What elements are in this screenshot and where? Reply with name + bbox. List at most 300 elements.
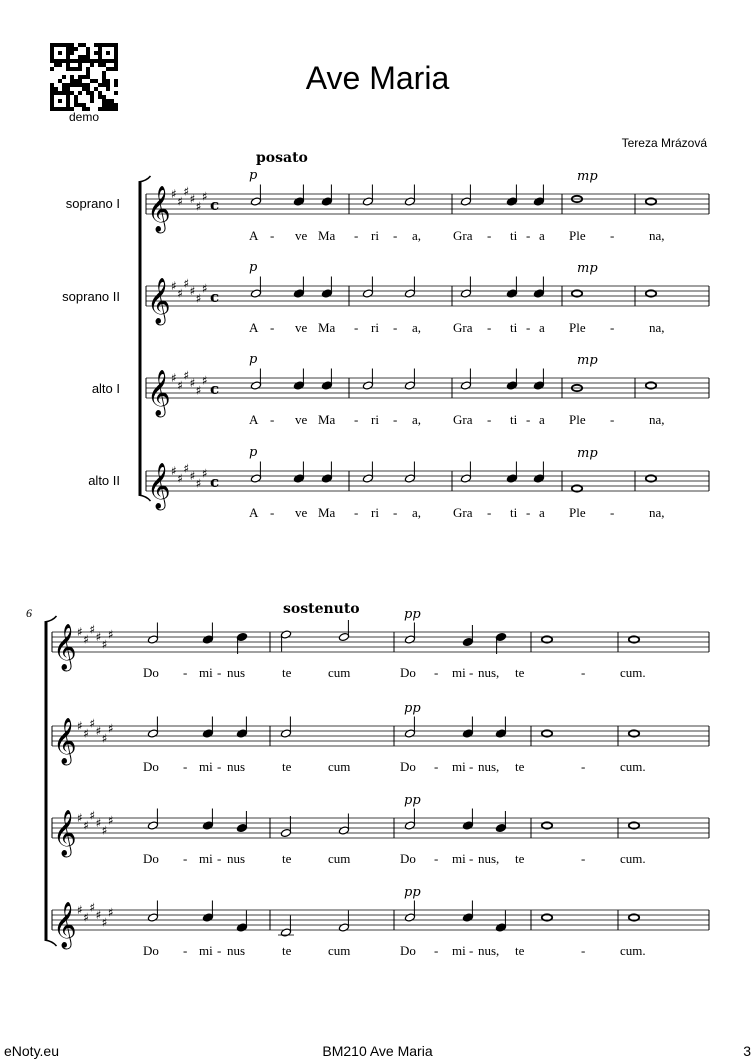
notehead <box>533 381 544 390</box>
staff-system1-1 <box>146 194 709 214</box>
quarter-note <box>533 462 544 484</box>
notehead <box>250 381 261 390</box>
notehead <box>495 729 506 738</box>
treble-clef-icon: 𝄞 <box>53 902 77 948</box>
lyric-syllable: - <box>183 665 188 680</box>
lyric-syllable: te <box>515 665 525 680</box>
treble-clef-icon: 𝄞 <box>53 718 77 764</box>
notehead <box>362 197 373 206</box>
lyric-syllable: nus <box>227 851 246 866</box>
lyric-syllable: nus <box>227 759 246 774</box>
lyric-syllable: - <box>270 412 275 427</box>
quarter-note <box>321 369 332 391</box>
sharp-icon: ♯ <box>108 721 114 736</box>
lyric-syllable: - <box>393 412 398 427</box>
sharp-icon: ♯ <box>83 818 90 833</box>
lyric-syllable: - <box>469 759 474 774</box>
notehead <box>460 197 471 206</box>
dynamic-p: p <box>249 168 258 183</box>
sharp-icon: ♯ <box>183 276 190 291</box>
lyric-syllable: - <box>393 505 398 520</box>
lyric-syllable: - <box>354 320 359 335</box>
lyric-syllable: nus, <box>478 759 500 774</box>
dynamic-pp: pp <box>404 885 421 900</box>
sharp-icon: ♯ <box>195 383 202 398</box>
sharp-icon: ♯ <box>89 808 96 823</box>
sharp-icon: ♯ <box>89 716 96 731</box>
half-note <box>362 185 373 207</box>
lyric-syllable: a, <box>412 505 422 520</box>
notehead <box>362 381 373 390</box>
sharp-icon: ♯ <box>101 731 108 746</box>
lyric-syllable: cum. <box>620 665 646 680</box>
sharp-icon: ♯ <box>83 632 90 647</box>
time-signature-c: c <box>210 196 220 214</box>
lyric-syllable: - <box>526 320 531 335</box>
lyric-syllable: - <box>217 851 222 866</box>
sharp-icon: ♯ <box>83 910 90 925</box>
lyric-syllable: ve <box>295 228 308 243</box>
lyric-syllable: ri <box>371 320 379 335</box>
page-number: 3 <box>743 1043 751 1059</box>
quarter-note <box>462 625 473 647</box>
notehead <box>236 729 247 738</box>
lyric-syllable: - <box>393 228 398 243</box>
lyric-syllable: Ple <box>569 228 586 243</box>
half-note <box>460 462 471 484</box>
notehead <box>404 474 415 483</box>
lyric-syllable: cum. <box>620 851 646 866</box>
lyric-syllable: A <box>249 320 259 335</box>
treble-clef-icon: 𝄞 <box>147 278 171 324</box>
lyric-syllable: A <box>249 505 259 520</box>
notehead <box>362 289 373 298</box>
quarter-note <box>533 185 544 207</box>
dynamic-pp: pp <box>404 793 421 808</box>
lyric-syllable: Do <box>143 943 159 958</box>
lyric-syllable: na, <box>649 505 665 520</box>
notehead <box>236 923 247 932</box>
lyric-syllable: Do <box>143 665 159 680</box>
sharp-icon: ♯ <box>195 199 202 214</box>
treble-clef-icon: 𝄞 <box>147 463 171 509</box>
notehead <box>321 197 332 206</box>
lyric-syllable: a <box>539 228 545 243</box>
dynamic-mp: mp <box>577 353 598 368</box>
lyric-syllable: ti <box>510 412 518 427</box>
sharp-icon: ♯ <box>202 466 208 481</box>
quarter-note <box>236 632 247 654</box>
lyric-syllable: Ple <box>569 412 586 427</box>
sharp-icon: ♯ <box>77 625 83 639</box>
bracket-hook <box>45 616 57 622</box>
notehead <box>250 197 261 206</box>
sharp-icon: ♯ <box>177 286 184 301</box>
notehead <box>147 635 158 644</box>
bracket-hook <box>139 176 151 182</box>
quarter-note <box>506 277 517 299</box>
lyric-syllable: cum <box>328 665 351 680</box>
quarter-note <box>202 809 213 831</box>
notehead <box>506 289 517 298</box>
sharp-icon: ♯ <box>101 823 108 838</box>
notehead <box>462 637 473 646</box>
notehead <box>236 823 247 832</box>
lyric-syllable: na, <box>649 228 665 243</box>
lyric-syllable: Do <box>400 943 416 958</box>
lyric-syllable: te <box>282 943 292 958</box>
notehead <box>404 729 415 738</box>
quarter-note <box>293 185 304 207</box>
lyric-syllable: Gra <box>453 505 473 520</box>
lyric-syllable: cum <box>328 851 351 866</box>
half-note <box>250 277 261 299</box>
notehead <box>506 474 517 483</box>
sharp-icon: ♯ <box>171 279 177 293</box>
lyric-syllable: - <box>526 228 531 243</box>
lyric-syllable: - <box>469 943 474 958</box>
half-note <box>404 809 415 831</box>
lyric-syllable: nus <box>227 943 246 958</box>
quarter-note <box>321 462 332 484</box>
lyric-syllable: te <box>282 759 292 774</box>
lyric-syllable: Ple <box>569 320 586 335</box>
notehead <box>236 632 247 641</box>
sharp-icon: ♯ <box>77 903 83 917</box>
lyric-syllable: mi <box>452 943 466 958</box>
half-note <box>338 911 349 933</box>
lyric-syllable: a, <box>412 412 422 427</box>
sharp-icon: ♯ <box>171 371 177 385</box>
notehead <box>404 913 415 922</box>
sharp-icon: ♯ <box>77 719 83 733</box>
quarter-note <box>533 369 544 391</box>
lyric-syllable: mi <box>452 851 466 866</box>
lyric-syllable: a <box>539 505 545 520</box>
time-signature-c: c <box>210 380 220 398</box>
lyric-syllable: - <box>487 228 492 243</box>
lyric-syllable: mi <box>199 665 213 680</box>
notehead <box>460 381 471 390</box>
part-name-alto-1: alto I <box>91 381 120 396</box>
lyric-syllable: ri <box>371 505 379 520</box>
notehead <box>462 913 473 922</box>
half-note <box>338 814 349 836</box>
lyric-syllable: nus, <box>478 851 500 866</box>
lyric-syllable: Ma <box>318 320 336 335</box>
tempo-marking-1: posato <box>256 150 308 166</box>
lyric-syllable: Gra <box>453 320 473 335</box>
lyric-syllable: Ple <box>569 505 586 520</box>
dynamic-mp: mp <box>577 169 598 184</box>
footer-publisher: eNoty.eu <box>4 1043 59 1059</box>
notehead <box>280 630 291 639</box>
lyric-syllable: te <box>515 759 525 774</box>
half-note <box>280 717 291 739</box>
lyric-syllable: cum. <box>620 943 646 958</box>
notehead <box>202 913 213 922</box>
half-note <box>362 462 373 484</box>
lyric-syllable: te <box>282 851 292 866</box>
lyric-syllable: Do <box>400 851 416 866</box>
sharp-icon: ♯ <box>95 630 102 644</box>
qr-label: demo <box>68 110 100 124</box>
lyric-syllable: a, <box>412 228 422 243</box>
quarter-note <box>495 811 506 833</box>
half-note <box>362 369 373 391</box>
half-note <box>404 185 415 207</box>
sharp-icon: ♯ <box>101 915 108 930</box>
notehead <box>202 729 213 738</box>
lyric-syllable: te <box>515 943 525 958</box>
lyric-syllable: - <box>581 851 586 866</box>
notehead <box>293 474 304 483</box>
lyric-syllable: - <box>526 505 531 520</box>
lyric-syllable: A <box>249 412 259 427</box>
lyric-syllable: - <box>434 665 439 680</box>
notehead <box>506 381 517 390</box>
sharp-icon: ♯ <box>108 627 114 642</box>
tempo-marking-2: sostenuto <box>283 601 360 617</box>
notehead <box>250 474 261 483</box>
notehead <box>460 474 471 483</box>
notehead <box>250 289 261 298</box>
notehead <box>202 821 213 830</box>
sharp-icon: ♯ <box>195 291 202 306</box>
lyric-syllable: - <box>581 943 586 958</box>
dynamic-mp: mp <box>577 261 598 276</box>
lyric-syllable: - <box>469 665 474 680</box>
lyric-syllable: a, <box>412 320 422 335</box>
sharp-icon: ♯ <box>177 194 184 209</box>
lyric-syllable: ve <box>295 320 308 335</box>
lyric-syllable: Do <box>400 665 416 680</box>
lyric-syllable: - <box>434 943 439 958</box>
lyric-syllable: - <box>610 505 615 520</box>
quarter-note <box>506 462 517 484</box>
part-name-soprano-1: soprano I <box>65 196 120 211</box>
half-note <box>250 462 261 484</box>
composer-name: Tereza Mrázová <box>621 136 707 150</box>
half-note <box>147 717 158 739</box>
sharp-icon: ♯ <box>83 726 90 741</box>
lyric-syllable: Do <box>143 759 159 774</box>
quarter-note <box>202 623 213 645</box>
notehead <box>147 729 158 738</box>
lyric-syllable: - <box>469 851 474 866</box>
quarter-note <box>236 811 247 833</box>
sharp-icon: ♯ <box>189 376 196 390</box>
quarter-note <box>462 717 473 739</box>
lyric-syllable: - <box>354 412 359 427</box>
notehead <box>533 289 544 298</box>
notehead <box>460 289 471 298</box>
lyric-syllable: Ma <box>318 505 336 520</box>
notehead <box>321 474 332 483</box>
treble-clef-icon: 𝄞 <box>147 370 171 416</box>
lyric-syllable: ve <box>295 505 308 520</box>
lyric-syllable: - <box>217 665 222 680</box>
notehead <box>533 474 544 483</box>
half-note <box>404 369 415 391</box>
notehead <box>495 632 506 641</box>
lyric-syllable: ri <box>371 228 379 243</box>
lyric-syllable: Gra <box>453 228 473 243</box>
notehead <box>293 197 304 206</box>
half-note <box>250 185 261 207</box>
sharp-icon: ♯ <box>95 908 102 922</box>
lyric-syllable: - <box>487 505 492 520</box>
lyric-syllable: - <box>610 320 615 335</box>
half-note <box>460 185 471 207</box>
sharp-icon: ♯ <box>183 184 190 199</box>
sharp-icon: ♯ <box>177 471 184 486</box>
half-note <box>250 369 261 391</box>
measure-number: 6 <box>26 606 32 620</box>
quarter-note <box>293 369 304 391</box>
sharp-icon: ♯ <box>189 192 196 206</box>
notehead <box>495 823 506 832</box>
sharp-icon: ♯ <box>95 724 102 738</box>
notehead <box>280 928 291 937</box>
notehead <box>462 729 473 738</box>
lyric-syllable: cum <box>328 943 351 958</box>
sharp-icon: ♯ <box>195 476 202 491</box>
sharp-icon: ♯ <box>183 461 190 476</box>
staff-system1-2 <box>146 286 709 306</box>
lyric-syllable: - <box>217 759 222 774</box>
half-note <box>404 623 415 645</box>
sharp-icon: ♯ <box>95 816 102 830</box>
notehead <box>202 635 213 644</box>
notehead <box>362 474 373 483</box>
sharp-icon: ♯ <box>89 622 96 637</box>
dynamic-pp: pp <box>404 607 421 622</box>
quarter-note <box>321 277 332 299</box>
quarter-note <box>533 277 544 299</box>
sharp-icon: ♯ <box>171 187 177 201</box>
sharp-icon: ♯ <box>171 464 177 478</box>
notehead <box>462 821 473 830</box>
lyric-syllable: - <box>526 412 531 427</box>
lyric-syllable: ve <box>295 412 308 427</box>
sharp-icon: ♯ <box>189 284 196 298</box>
half-note <box>404 717 415 739</box>
sharp-icon: ♯ <box>202 373 208 388</box>
time-signature-c: c <box>210 288 220 306</box>
quarter-note <box>462 809 473 831</box>
half-note <box>460 277 471 299</box>
quarter-note <box>293 277 304 299</box>
notehead <box>338 826 349 835</box>
lyric-syllable: - <box>270 505 275 520</box>
lyric-syllable: A <box>249 228 259 243</box>
lyric-syllable: Do <box>143 851 159 866</box>
lyric-syllable: - <box>183 943 188 958</box>
lyric-syllable: nus, <box>478 943 500 958</box>
lyric-syllable: Ma <box>318 228 336 243</box>
lyric-syllable: - <box>487 320 492 335</box>
sharp-icon: ♯ <box>189 469 196 483</box>
notehead <box>321 289 332 298</box>
sharp-icon: ♯ <box>202 189 208 204</box>
lyric-syllable: Do <box>400 759 416 774</box>
lyric-syllable: - <box>217 943 222 958</box>
quarter-note <box>321 185 332 207</box>
quarter-note <box>495 717 506 739</box>
lyric-syllable: a <box>539 412 545 427</box>
lyric-syllable: - <box>393 320 398 335</box>
lyric-syllable: mi <box>199 851 213 866</box>
half-note <box>278 916 294 938</box>
treble-clef-icon: 𝄞 <box>53 624 77 670</box>
sharp-icon: ♯ <box>177 378 184 393</box>
treble-clef-icon: 𝄞 <box>53 810 77 856</box>
lyric-syllable: mi <box>452 665 466 680</box>
notehead <box>293 381 304 390</box>
half-note <box>338 620 349 642</box>
half-note <box>460 369 471 391</box>
lyric-syllable: na, <box>649 412 665 427</box>
lyric-syllable: - <box>434 851 439 866</box>
notehead <box>293 289 304 298</box>
staff-system1-3 <box>146 378 709 398</box>
notehead <box>321 381 332 390</box>
notehead <box>404 381 415 390</box>
lyric-syllable: te <box>282 665 292 680</box>
notehead <box>404 821 415 830</box>
lyric-syllable: a <box>539 320 545 335</box>
part-name-soprano-2: soprano II <box>62 289 120 304</box>
lyric-syllable: Gra <box>453 412 473 427</box>
quarter-note <box>495 632 506 654</box>
notehead <box>280 729 291 738</box>
staff-system1-4 <box>146 471 709 491</box>
lyric-syllable: - <box>354 505 359 520</box>
treble-clef-icon: 𝄞 <box>147 186 171 232</box>
sharp-icon: ♯ <box>202 281 208 296</box>
half-note <box>404 901 415 923</box>
lyric-syllable: - <box>610 228 615 243</box>
notehead <box>147 913 158 922</box>
lyric-syllable: - <box>581 759 586 774</box>
quarter-note <box>506 185 517 207</box>
sharp-icon: ♯ <box>108 813 114 828</box>
lyric-syllable: cum. <box>620 759 646 774</box>
sharp-icon: ♯ <box>77 811 83 825</box>
lyric-syllable: mi <box>452 759 466 774</box>
notehead <box>506 197 517 206</box>
quarter-note <box>293 462 304 484</box>
sharp-icon: ♯ <box>108 905 114 920</box>
half-note <box>362 277 373 299</box>
lyric-syllable: cum <box>328 759 351 774</box>
part-name-alto-2: alto II <box>88 473 120 488</box>
notehead <box>404 197 415 206</box>
quarter-note <box>506 369 517 391</box>
lyric-syllable: mi <box>199 943 213 958</box>
page-title: Ave Maria <box>305 60 450 96</box>
notehead <box>338 632 349 641</box>
lyric-syllable: nus <box>227 665 246 680</box>
lyric-syllable: - <box>487 412 492 427</box>
quarter-note <box>462 901 473 923</box>
dynamic-p: p <box>249 260 258 275</box>
half-note <box>280 816 291 838</box>
notehead <box>338 923 349 932</box>
quarter-note <box>202 901 213 923</box>
lyric-syllable: na, <box>649 320 665 335</box>
